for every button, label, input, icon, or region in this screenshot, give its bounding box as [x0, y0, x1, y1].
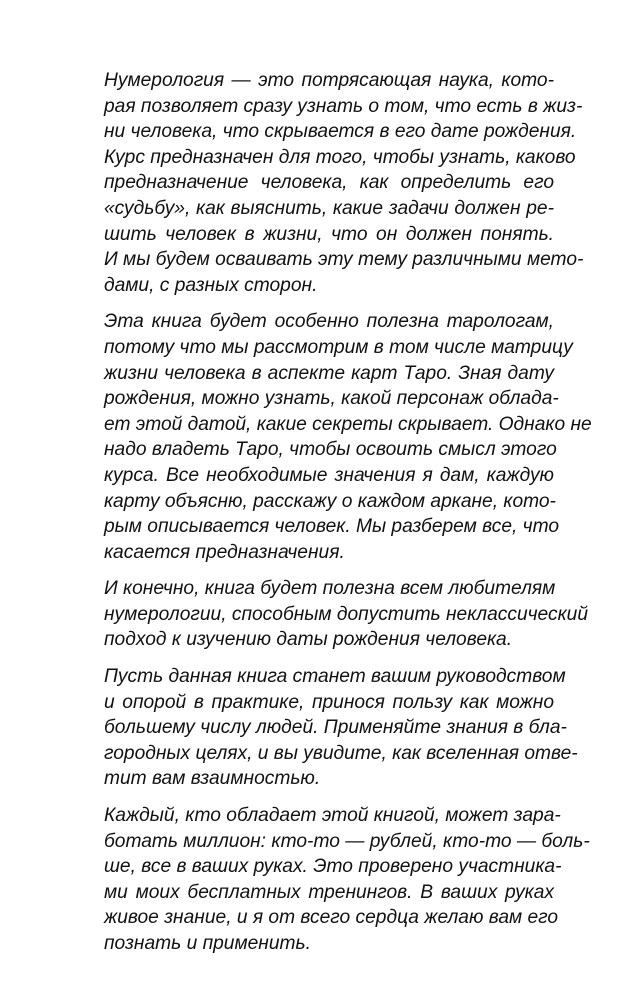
text-line: городных целях, и вы увидите, как вселенная отве-	[104, 742, 578, 764]
text-line: ботать миллион: кто-то — рублей, кто-то — боль-	[104, 830, 590, 852]
text-line: Эта книга будет особенно полезна тарологам,	[104, 311, 554, 333]
paragraph-5	[104, 803, 590, 957]
text-line: предназначение человека, как определить его	[104, 172, 554, 194]
text-line: ни человека, что скрывается в его дате рождения.	[104, 121, 577, 143]
text-line: ет этой датой, какие секреты скрывает. Однако не	[104, 413, 592, 435]
paragraph-2	[104, 309, 592, 565]
text-line: познать и применить.	[104, 933, 311, 954]
text-line: подход к изучению даты рождения человека.	[104, 629, 513, 651]
text-line: живое знание, и я от всего сердца желаю вам его	[104, 907, 559, 929]
text-line: Пусть данная книга станет вашим руководством	[104, 666, 566, 688]
text-line: Курс предназначен для того, чтобы узнать, каково	[104, 146, 576, 168]
paragraph-4	[104, 664, 578, 792]
text-line: потому что мы рассмотрим в том числе матрицу	[104, 336, 573, 358]
text-line: нумерологии, способным допустить неклассический	[104, 603, 589, 625]
text-line: ми моих бесплатных тренингов. В ваших руках	[104, 881, 554, 903]
text-line: дами, с разных сторон.	[104, 274, 318, 296]
text-line: жизни человека в аспекте карт Таро. Зная дату	[104, 362, 554, 384]
text-line: «судьбу», как выяснить, какие задачи должен ре-	[104, 197, 554, 219]
text-line: И мы будем осваивать эту тему различными мето-	[104, 249, 584, 271]
text-line: шить человек в жизни, что он должен понять.	[104, 223, 554, 245]
paragraph-1	[104, 68, 584, 298]
text-line: Каждый, кто обладает этой книгой, может зара-	[104, 805, 561, 827]
text-line: И конечно, книга будет полезна всем любителям	[104, 578, 556, 600]
text-line: Нумерология — это потрясающая наука, кото-	[104, 70, 554, 91]
page-text	[104, 68, 592, 957]
text-line: курса. Все необходимые значения я дам, каждую	[104, 464, 554, 486]
paragraph-3	[104, 576, 589, 653]
text-line: надо владеть Таро, чтобы освоить смысл этого	[104, 439, 557, 461]
text-line: большему числу людей. Применяйте знания в бла-	[104, 717, 567, 739]
text-line: касается предназначения.	[104, 541, 345, 563]
text-line: рая позволяет сразу узнать о том, что есть в жиз-	[104, 95, 583, 117]
text-line: рым описывается человек. Мы разберем все, что	[104, 516, 560, 538]
text-line: тит вам взаимностью.	[104, 768, 321, 790]
text-line: карту объясню, расскажу о каждом аркане, кото-	[104, 490, 556, 512]
text-line: рождения, можно узнать, какой персонаж облада-	[104, 388, 559, 410]
text-line: ше, все в ваших руках. Это проверено участника-	[104, 856, 562, 878]
text-line: и опорой в практике, принося пользу как можно	[104, 691, 554, 713]
